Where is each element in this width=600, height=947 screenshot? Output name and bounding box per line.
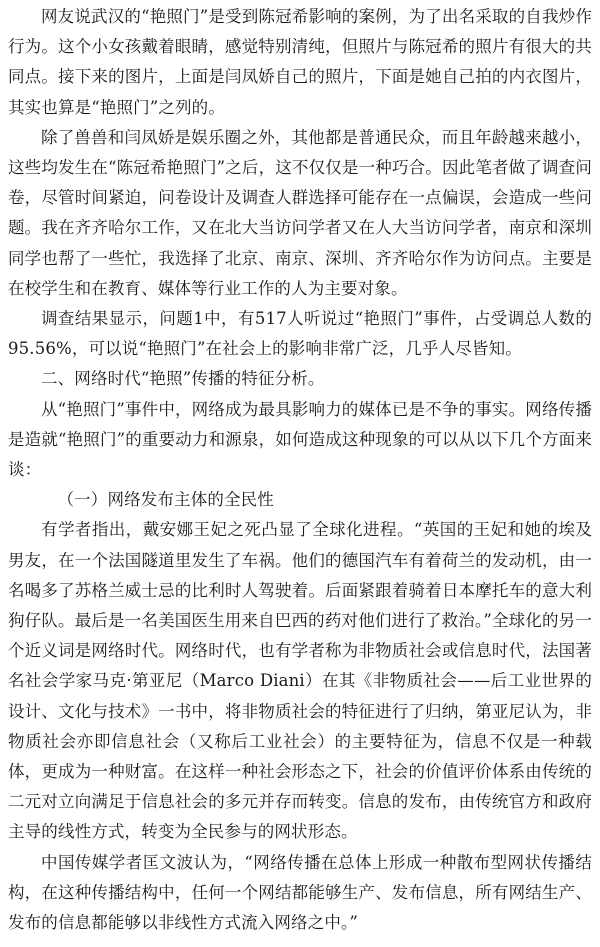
paragraph-netizen-wuhan-case: 网友说武汉的“艳照门”是受到陈冠希影响的案例，为了出名采取的自我炒作行为。这个小女孩戴着眼睛，感觉特别清纯，但照片与陈冠希的照片有很大的共同点。接下来的图片，上面是闫凤娇自己的照片，下面是她自己拍的内衣图片，其实也算是“艳照门”之列的。 xyxy=(8,7,592,117)
paragraph-survey-result: 调查结果显示，问题1中，有517人听说过“艳照门”事件，占受调总人数的95.56%，可以说“艳照门”在社会上的影响非常广泛，几乎人尽皆知。 xyxy=(8,309,592,359)
section-heading-network-era: 二、网络时代“艳照”传播的特征分析。 xyxy=(41,369,325,389)
paragraph-survey-background: 除了兽兽和闫凤娇是娱乐圈之外，其他都是普通民众，而且年龄越来越小，这些均发生在“陈冠希艳照门”之后，这不仅仅是一种巧合。因此笔者做了调查问卷，尽管时间紧迫，问卷设计及调查人群选择可能存在一点偏误，会造成一些问题。我在齐齐哈尔工作，又在北大当访问学者又在人大当访问学者，南京和深圳同学也帮了一些忙，我选择了北京、南京、深圳、齐齐哈尔作为访问点。主要是在校学生和在教育、媒体等行业工作的人为主要对象。 xyxy=(8,127,592,298)
paragraph-network-influence: 从“艳照门”事件中，网络成为最具影响力的媒体已是不争的事实。网络传播是造就“艳照门”的重要动力和源泉，如何造成这种现象的可以从以下几个方面来谈： xyxy=(8,399,592,480)
paragraph-globalization-diana: 有学者指出，戴安娜王妃之死凸显了全球化进程。“英国的王妃和她的埃及男友，在一个法国隧道里发生了车祸。他们的德国汽车有着荷兰的发动机，由一名喝多了苏格兰威士忌的比利时人驾驶着。后面紧跟着骑着日本摩托车的意大利狗仔队。最后是一名美国医生用来自巴西的药对他们进行了救治。”全球化的另一个近义词是网络时代。网络时代，也有学者称为非物质社会或信息时代，法国著名社会学家马克·第亚尼（Marco Diani）在其《非物质社会——后工业世界的设计、文化与技术》一书中，将非物质社会的特征进行了归纳，第亚尼认为，非物质社会亦即信息社会（又称后工业社会）的主要特征为，信息不仅是一种载体，更成为一种财富。在这样一种社会形态之下，社会的价值评价体系由传统的二元对立向满足于信息社会的多元并存而转变。信息的发布，由传统官方和政府主导的线性方式，转变为全民参与的网状形态。 xyxy=(8,520,592,842)
paragraph-kuang-wenbo-quote: 中国传媒学者匡文波认为，“网络传播在总体上形成一种散布型网状传播结构，在这种传播结构中，任何一个网结都能够生产、发布信息，所有网结生产、发布的信息都能够以非线性方式流入网络之中。” xyxy=(8,852,592,933)
subsection-heading-publisher-universality: （一）网络发布主体的全民性 xyxy=(57,490,274,510)
